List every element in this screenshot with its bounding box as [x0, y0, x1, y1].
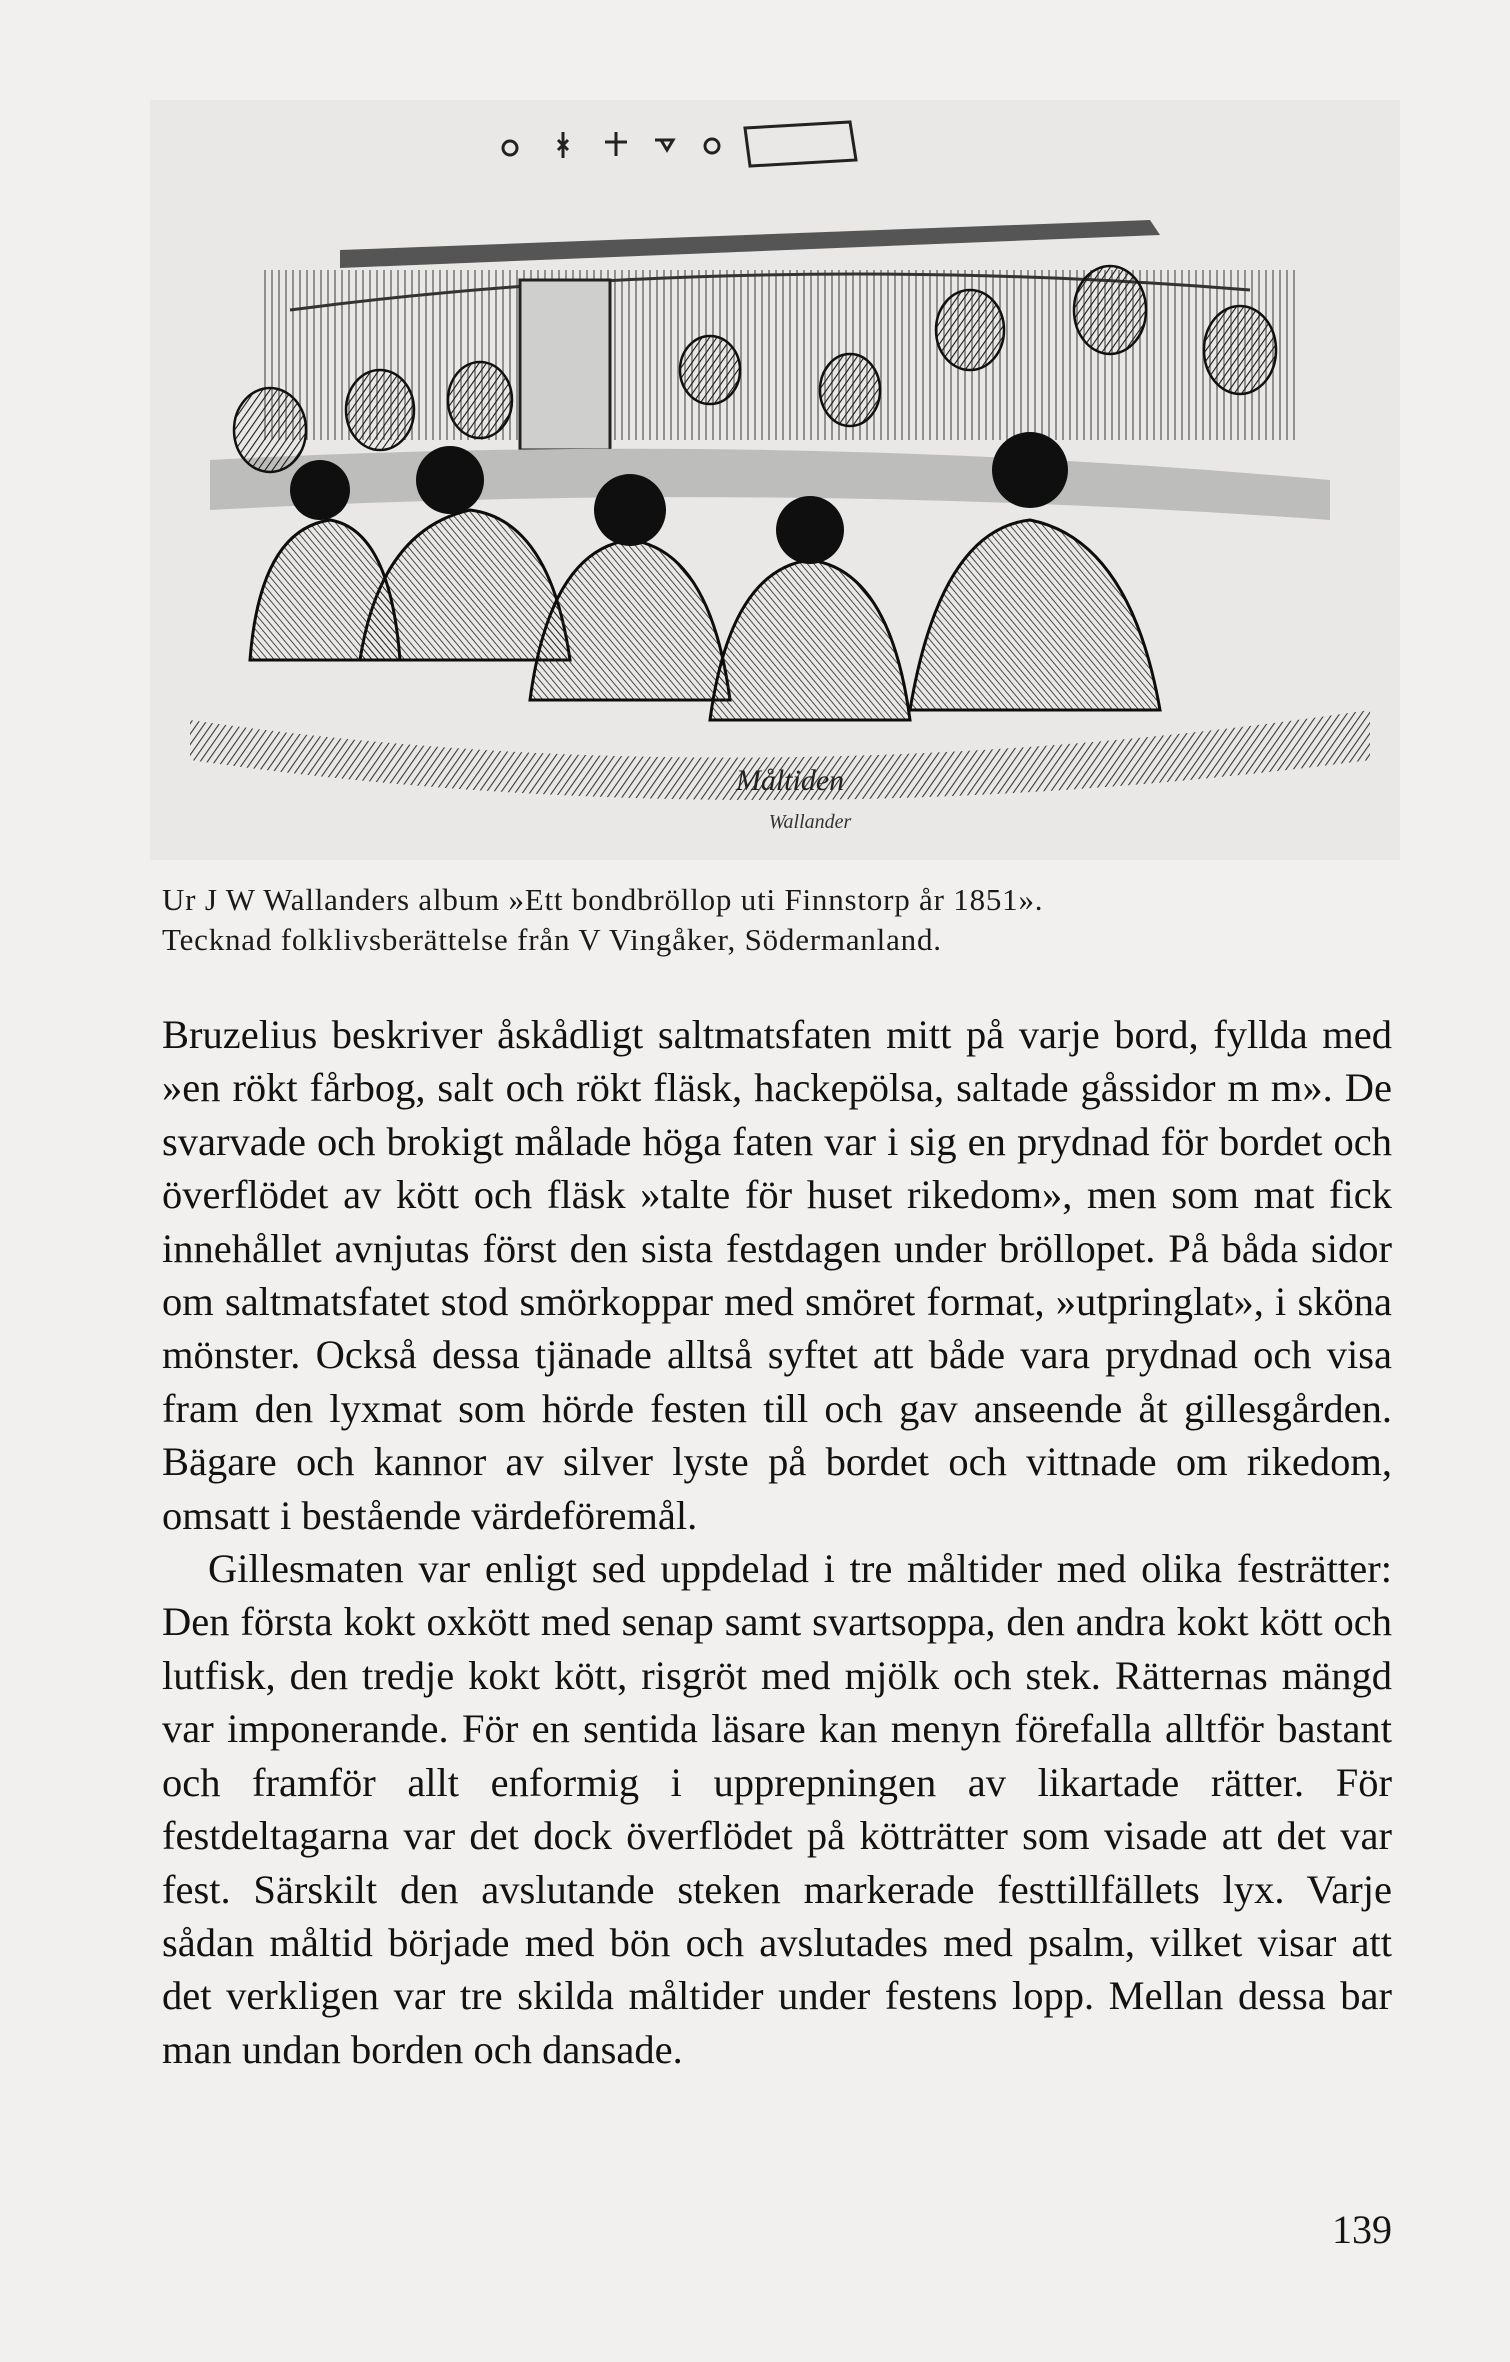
illustration-signature: Wallander: [768, 811, 852, 833]
paragraph-2: Gillesmaten var enligt sed uppdelad i tre måltider med olika festrätter: Den första kokt oxkött med senap samt svartsoppa, den andra kokt kött och lutfisk, den tredje kokt kött, risgröt med mjölk och stek. Rätternas mängd var imponerande. För en sentida läsare kan menyn förefalla alltför bastant och framför allt enformig i upprepningen av likartade rätter. För festdeltagarna var det dock överflödet på kötträtter som visade att det var fest. Särskilt den avslutande steken markerade festtillfällets lyx. Varje sådan måltid började med bön och avslutades med psalm, vilket visar att det verkligen var tre skilda måltider under festens lopp. Mellan dessa bar man undan borden och dansade.: [162, 1546, 1392, 2072]
sketch-drawing: [150, 100, 1400, 860]
caption-line-1: Ur J W Wallanders album »Ett bondbröllop uti Finnstorp år 1851».: [162, 882, 1044, 917]
caption-line-2: Tecknad folklivsberättelse från V Vingåker, Södermanland.: [162, 922, 942, 957]
figure-caption: [162, 880, 1412, 960]
body-text: [162, 1008, 1392, 2076]
illustration-inscription: Måltiden: [735, 764, 845, 797]
page-number: 139: [1332, 2207, 1392, 2252]
illustration-wedding-feast: [150, 100, 1400, 860]
paragraph-1: Bruzelius beskriver åskådligt saltmatsfaten mitt på varje bord, fyllda med »en rökt fårbog, salt och rökt fläsk, hackepölsa, saltade gåssidor m m». De svarvade och brokigt målade höga faten var i sig en prydnad för bordet och överflödet av kött och fläsk »talte för huset rikedom», men som mat fick innehållet avnjutas först den sista festdagen under bröllopet. På båda sidor om saltmatsfatet stod smörkoppar med smöret format, »utpringlat», i sköna mönster. Också dessa tjänade alltså syftet att både vara prydnad och visa fram den lyxmat som hörde festen till och gav anseende åt gillesgården. Bägare och kannor av silver lyste på bordet och vittnade om rikedom, omsatt i bestående värdeföremål.: [162, 1012, 1392, 1538]
